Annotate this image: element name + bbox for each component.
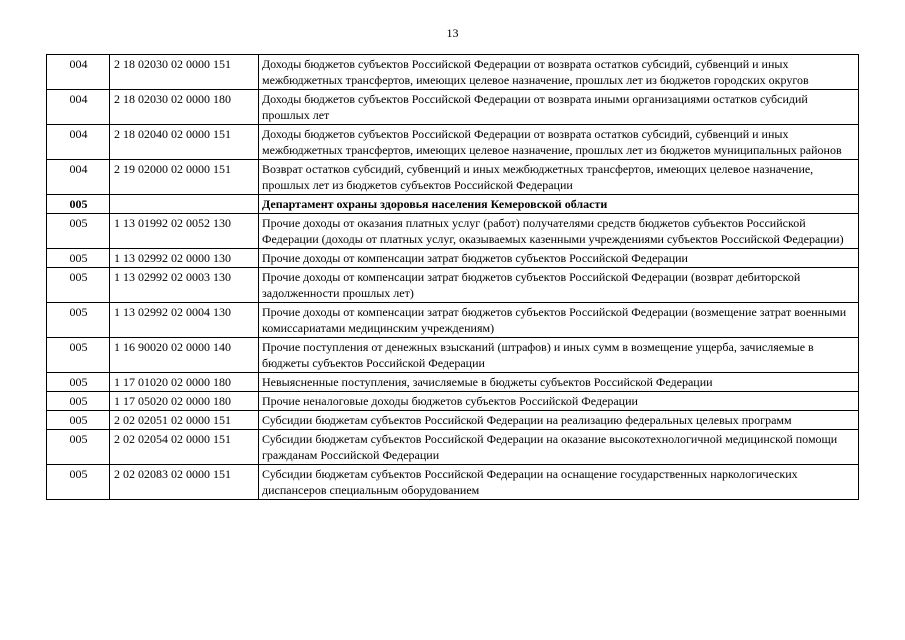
table-row (47, 125, 859, 160)
budget-classification-code-cell: 2 02 02054 02 0000 151 (110, 430, 259, 465)
budget-classification-code-cell: 1 13 02992 02 0003 130 (110, 268, 259, 303)
revenue-name-cell: Невыясненные поступления, зачисляемые в бюджеты субъектов Российской Федерации (259, 373, 859, 392)
table-row (47, 55, 859, 90)
budget-classification-code-cell: 2 02 02051 02 0000 151 (110, 411, 259, 430)
revenue-name-cell: Доходы бюджетов субъектов Российской Федерации от возврата иными организациями остатков субсидий прошлых лет (259, 90, 859, 125)
revenue-name-cell: Доходы бюджетов субъектов Российской Федерации от возврата остатков субсидий, субвенций и иных межбюджетных трансфертов, имеющих целевое назначение, прошлых лет из бюджетов муниципальных районов (259, 125, 859, 160)
admin-code-cell: 005 (47, 249, 110, 268)
revenue-name-cell: Доходы бюджетов субъектов Российской Федерации от возврата остатков субсидий, субвенций и иных межбюджетных трансфертов, имеющих целевое назначение, прошлых лет из бюджетов городских округов (259, 55, 859, 90)
table-row (47, 249, 859, 268)
revenue-name-cell: Субсидии бюджетам субъектов Российской Федерации на оснащение государственных наркологических диспансеров специальным оборудованием (259, 465, 859, 500)
admin-code-cell: 005 (47, 214, 110, 249)
budget-classification-code-cell: 1 17 01020 02 0000 180 (110, 373, 259, 392)
admin-code-cell: 004 (47, 125, 110, 160)
budget-classification-code-cell: 1 13 02992 02 0000 130 (110, 249, 259, 268)
table-row (47, 392, 859, 411)
budget-classification-code-cell: 1 16 90020 02 0000 140 (110, 338, 259, 373)
table-row (47, 373, 859, 392)
budget-classification-code-cell: 2 02 02083 02 0000 151 (110, 465, 259, 500)
revenue-name-cell: Возврат остатков субсидий, субвенций и иных межбюджетных трансфертов, имеющих целевое назначение, прошлых лет из бюджетов субъектов Российской Федерации (259, 160, 859, 195)
budget-classification-code-cell: 1 17 05020 02 0000 180 (110, 392, 259, 411)
admin-code-cell: 005 (47, 411, 110, 430)
table-row (47, 338, 859, 373)
page-number: 13 (446, 26, 459, 40)
revenue-name-cell: Субсидии бюджетам субъектов Российской Федерации на оказание высокотехнологичной медицинской помощи гражданам Российской Федерации (259, 430, 859, 465)
table-row (47, 465, 859, 500)
budget-codes-table-body (47, 55, 859, 500)
revenue-name-cell: Департамент охраны здоровья населения Кемеровской области (259, 195, 859, 214)
budget-classification-code-cell: 2 18 02030 02 0000 180 (110, 90, 259, 125)
table-row (47, 430, 859, 465)
admin-code-cell: 005 (47, 303, 110, 338)
revenue-name-cell: Прочие доходы от оказания платных услуг (работ) получателями средств бюджетов субъектов Российской Федерации (доходы от платных услуг, оказываемых казенными учреждениями субъектов Российской Федерации) (259, 214, 859, 249)
budget-classification-code-cell: 1 13 02992 02 0004 130 (110, 303, 259, 338)
admin-code-cell: 005 (47, 373, 110, 392)
budget-classification-code-cell: 2 18 02030 02 0000 151 (110, 55, 259, 90)
table-row (47, 411, 859, 430)
admin-code-cell: 005 (47, 195, 110, 214)
budget-codes-table (46, 54, 859, 500)
budget-classification-code-cell: 2 19 02000 02 0000 151 (110, 160, 259, 195)
table-row (47, 160, 859, 195)
table-row (47, 90, 859, 125)
admin-code-cell: 004 (47, 90, 110, 125)
table-row (47, 303, 859, 338)
admin-code-cell: 005 (47, 268, 110, 303)
budget-classification-code-cell (110, 195, 259, 214)
table-row (47, 268, 859, 303)
admin-code-cell: 005 (47, 392, 110, 411)
revenue-name-cell: Прочие неналоговые доходы бюджетов субъектов Российской Федерации (259, 392, 859, 411)
revenue-name-cell: Субсидии бюджетам субъектов Российской Федерации на реализацию федеральных целевых программ (259, 411, 859, 430)
admin-code-cell: 005 (47, 338, 110, 373)
table-row (47, 214, 859, 249)
revenue-name-cell: Прочие поступления от денежных взысканий (штрафов) и иных сумм в возмещение ущерба, зачисляемые в бюджеты субъектов Российской Федерации (259, 338, 859, 373)
budget-classification-code-cell: 1 13 01992 02 0052 130 (110, 214, 259, 249)
admin-code-cell: 004 (47, 160, 110, 195)
revenue-name-cell: Прочие доходы от компенсации затрат бюджетов субъектов Российской Федерации (возврат дебиторской задолженности прошлых лет) (259, 268, 859, 303)
admin-code-cell: 005 (47, 465, 110, 500)
budget-classification-code-cell: 2 18 02040 02 0000 151 (110, 125, 259, 160)
revenue-name-cell: Прочие доходы от компенсации затрат бюджетов субъектов Российской Федерации (возмещение затрат военными комиссариатами медицинским учреждениям) (259, 303, 859, 338)
admin-code-cell: 005 (47, 430, 110, 465)
revenue-name-cell: Прочие доходы от компенсации затрат бюджетов субъектов Российской Федерации (259, 249, 859, 268)
table-row (47, 195, 859, 214)
admin-code-cell: 004 (47, 55, 110, 90)
